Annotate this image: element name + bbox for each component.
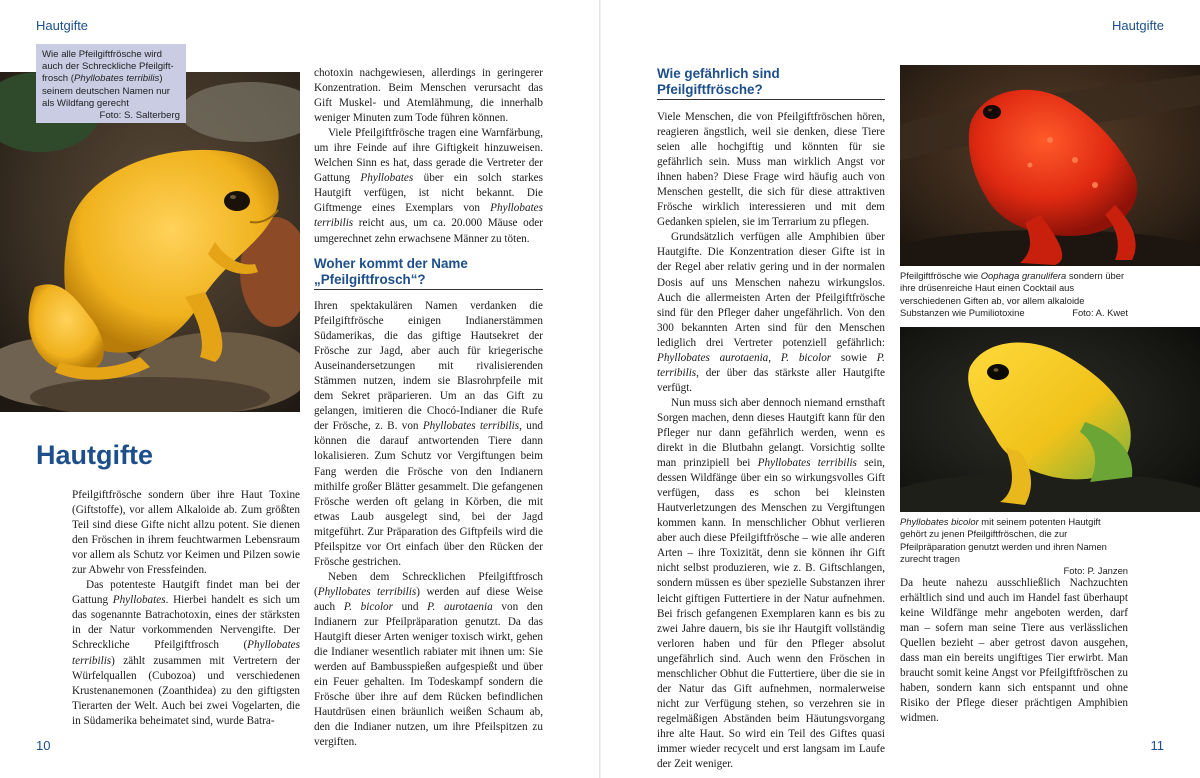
yellow-frog-photo xyxy=(0,72,300,412)
running-head-right: Hautgifte xyxy=(1111,18,1164,33)
text-column-4 xyxy=(900,576,1128,726)
text-column-2 xyxy=(314,66,543,247)
section-heading-danger: Wie gefährlich sind Pfeilgiftfrösche? xyxy=(657,66,885,100)
photo-caption-red-frog: Pfeilgiftfrösche wie Oophaga granulifera sondern über ihre drüsenreiche Haut einen Cocktail aus verschiedenen Giften ab, vor allem alkaloide Substanzen wie Pumiliotoxine Foto: A. Kwet xyxy=(900,270,1128,318)
photo-caption-yellow-frog: Wie alle Pfeilgiftfrösche wird auch der Schreckliche Pfeilgiftfrosch (Phyllobates terribilis) seinem deutschen Namen nur als Wildfang gerecht Foto: S. Salterberg xyxy=(36,44,186,123)
photo-caption-bicolor-frog: Phyllobates bicolor mit seinem potenten Hautgift gehört zu jenen Pfeilgiftfröschen, die zur Pfeilpräparation genutzt werden und ihren Namen zurecht tragen Foto: P. Janzen xyxy=(900,516,1128,577)
paragraph: Da heute nahezu ausschließlich Nachzuchten erhältlich sind und auch im Handel fast überhaupt keine Wildfänge mehr angeboten werden, darf man – sofern man seine Tiere aus verlässlichen Quellen bezieht – aber getrost davon ausgehen, dass man ein bereits ungiftiges Tier erwirbt. Man braucht somit keine Angst vor Pfeilgiftfröschen zu haben, sondern kann sich entspannt und ohne Risiko der Pflege dieser prächtigen Amphibien widmen. xyxy=(900,577,1128,725)
paragraph: Das potenteste Hautgift findet man bei der Gattung Phyllobates. Hierbei handelt es sich um das sogenannte Batrachotoxin, eines der stärksten in der Natur vorkommenden Nervengifte. Der Schreckliche Pfeilgiftfrosch (Phyllobates terribilis) zählt zusammen mit Vertretern der Würfelquallen (Cubozoa) und verschiedenen Krustenanemonen (Zoanthidea) zu den giftigsten Tierarten der Welt. Auch bei zwei Vogelarten, die in Südamerika beheimatet sind, wurde Batra- xyxy=(72,579,300,727)
section-heading-name-origin: Woher kommt der Name „Pfeilgiftfrosch“? xyxy=(314,256,543,290)
photo-credit: Foto: A. Kwet xyxy=(1072,306,1128,318)
page-title: Hautgifte xyxy=(36,440,153,470)
page-number-right: 11 xyxy=(1150,738,1164,753)
paragraph: Nun muss sich aber dennoch niemand ernsthaft Sorgen machen, denn dieses Hautgift kann für den Pfleger nur dann gefährlich werden, wenn es direkt in die Blutbahn gelangt. Vorsichtig sollte man prinzipiell bei Phyllobates terribilis sein, dessen Wildfänge über ein so wirkungsvolles Gift verfügen, dass es schon bei kleinsten Hautverletzungen des Menschen zu Vergiftungen kommen kann. In menschlicher Obhut verlieren aber auch diese Pfeilgiftfrösche – wie alle anderen Arten – ihre Toxizität, denn sie können ihr Gift nicht selbst produzieren, wie z. B. Giftschlangen, sondern müssen es über spezielle Substanzen ihrer leicht giftigen Futtertiere in der Natur aufnehmen. Bei frisch gefangenen Exemplaren kann es bis zu zwei Jahre dauern, bis sie ihr Hautgift vollständig verloren haben und für den Pfleger absolut ungefährlich sind. Auch wenn den Fröschen in menschlicher Obhut die Futtertiere, über die sie in der Natur das Gift aufnehmen, normalerweise nicht zur Verfügung stehen, so verzehren sie in regelmäßigen Abständen beim Häutungsvorgang ihre alte Haut. So wird ein Teil des Giftes quasi immer wieder recycelt und erst langsam im Laufe der Zeit weniger. xyxy=(657,396,885,771)
photo-credit: Foto: S. Salterberg xyxy=(99,110,180,122)
text-column-1 xyxy=(72,488,300,729)
page-gutter xyxy=(599,0,601,778)
text-column-3 xyxy=(657,110,885,772)
red-frog-photo xyxy=(900,65,1200,266)
photo-credit: Foto: P. Janzen xyxy=(1063,565,1128,577)
running-head-left: Hautgifte xyxy=(36,18,89,33)
bicolor-frog-photo xyxy=(900,327,1200,512)
paragraph: Pfeilgiftfrösche sondern über ihre Haut Toxine (Giftstoffe), vor allem Alkaloide ab. Zum größten Teil sind diese Gifte nicht allzu potent. Sie dienen den Fröschen in ihrem feuchtwarmen Lebensraum vor allem als Schutz vor Keimen und Pilzen sowie zur Abwehr von Fressfeinden. xyxy=(72,489,300,577)
text-column-2b xyxy=(314,299,543,750)
paragraph: Viele Menschen, die von Pfeilgiftfröschen hören, reagieren ängstlich, weil sie denken, diese Tiere seien alle hochgiftig und könnten für sie gefährlich sein. Muss man wirklich Angst vor ihnen haben? Diese Frage wird häufig auch von Menschen gestellt, die sich für diese attraktiven Frösche wirklich interessieren und mit dem Gedanken spielen, sie im Terrarium zu pflegen. xyxy=(657,111,885,229)
paragraph: Grundsätzlich verfügen alle Amphibien über Hautgifte. Die Konzentration dieser Gifte ist in der Regel aber relativ gering und in der normalen Dosis auf uns Menschen nahezu wirkungslos. Auch die allermeisten Arten der Pfeilgiftfrösche sind für den Pfleger daher ungefährlich. Von den 300 bekannten Arten sind für den Menschen lediglich drei Vertreter potenziell gefährlich: Phyllobates aurotaenia, P. bicolor sowie P. terribilis, der über das stärkste aller Hautgifte verfügt. xyxy=(657,231,885,394)
page-number-left: 10 xyxy=(36,738,51,753)
paragraph: chotoxin nachgewiesen, allerdings in geringerer Konzentration. Beim Menschen verursacht das Gift Muskel- und Atemlähmung, die innerhalb weniger Minuten zum Tode führen können. xyxy=(314,67,543,125)
paragraph: Ihren spektakulären Namen verdanken die Pfeilgiftfrösche einigen Indianerstämmen Südamerikas, die das giftige Hautsekret der Frösche zur Jagd, aber auch für kriegerische Auseinandersetzungen mit rivalisierenden Stämmen nutzen, indem sie Blasrohrpfeile mit dem Sekret präparieren. Um an das Gift zu gelangen, imitieren die Chocó-Indianer die Rufe der Frösche, z. B. von Phyllobates terribilis, und können die darauf antwortenden Tiere dann lokalisieren. Zum Schutz vor Vergiftungen beim Fang werden die Frösche von den Indianern mithilfe großer Blätter gesammelt. Die gefangenen Frösche werden oft gelang in Körben, die mit etwas Laub ausgelegt sind, bei der Jagd mitgeführt. Zur Präparation des Giftpfeils wird die Pfeilspitze vor Ort einfach über den Rücken der Frösche gestrichen. xyxy=(314,300,544,568)
paragraph: Viele Pfeilgiftfrösche tragen eine Warnfärbung, um ihre Feinde auf ihre Giftigkeit hinzuweisen. Welchen Sinn es hat, dass gerade die Vertreter der Gattung Phyllobates über ein solch starkes Hautgift verfügen, ist nicht bekannt. Die Giftmenge eines Exemplars von Phyllobates terribilis reicht aus, um ca. 20.000 Mäuse oder umgerechnet zehn erwachsene Männer zu töten. xyxy=(314,127,543,245)
paragraph: Neben dem Schrecklichen Pfeilgiftfrosch (Phyllobates terribilis) werden auf diese Weise auch P. bicolor und P. aurotaenia von den Indianern zur Pfeilpräparation genutzt. Da das Hautgift dieser Arten weniger toxisch wirkt, gehen die Indianer wesentlich rabiater mit ihnen um: Sie werden auf Bambusspießen aufgespießt und über ein Feuer gehalten. Im Todeskampf sondern die Frösche über ihre auf dem Rücken befindlichen Hautdrüsen einen bräunlich weißen Schaum ab, den die Indianer nutzen, um ihre Pfeilspitzen zu vergiften. xyxy=(314,570,544,749)
